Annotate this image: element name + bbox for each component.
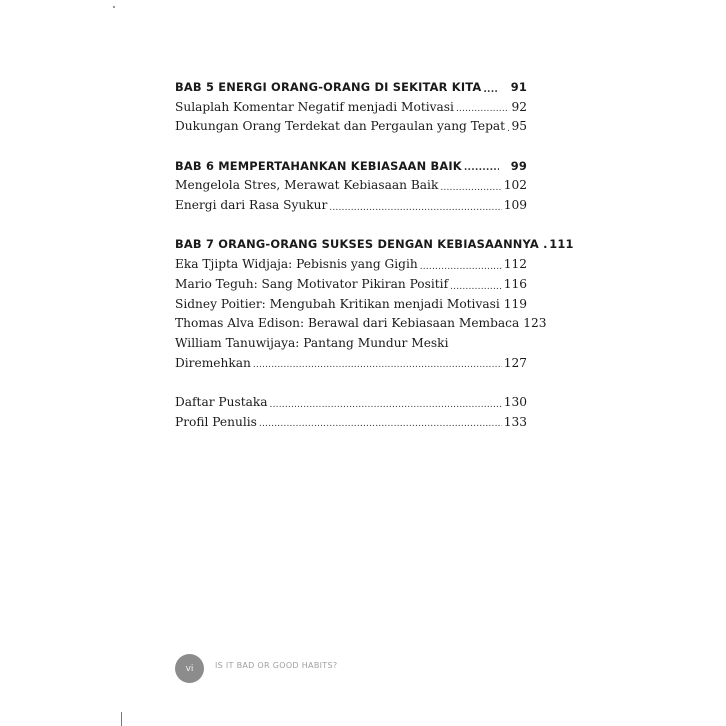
dot-leader [329,200,501,216]
toc-entry-line [175,334,527,354]
toc-entry-page: 133 [503,414,527,429]
dot-leader [253,357,502,373]
page-footer [175,654,337,683]
toc-entry-page: 102 [503,178,527,193]
toc-chapter-5 [175,78,527,98]
toc-entry-page: 130 [503,394,527,409]
dot-leader [464,160,499,176]
toc-entry [175,393,527,413]
toc-entry [175,295,527,315]
toc-entry [175,413,527,433]
dot-leader [270,397,502,413]
toc-entry-title: Sulaplah Komentar Negatif menjadi Motivasi [175,99,454,114]
toc-entry-title: Daftar Pustaka [175,394,268,409]
toc-entry-page: 123 [523,316,547,331]
toc-chapter-7 [175,236,574,256]
toc-entry-title: Eka Tjipta Widjaja: Pebisnis yang Gigih [175,257,418,272]
running-title: IS IT BAD OR GOOD HABITS? [215,661,338,670]
print-mark [113,6,115,8]
page-number-badge: vi [175,654,204,683]
table-of-contents [175,78,574,432]
toc-entry-title-continued: Diremehkan [175,355,251,370]
print-mark [121,712,122,726]
toc-entry [175,314,547,334]
toc-entry-page: 92 [511,99,527,114]
toc-entry-title: Thomas Alva Edison: Berawal dari Kebiasaan Membaca [175,316,520,331]
dot-leader [456,101,510,117]
toc-entry [175,275,527,295]
dot-leader [259,416,502,432]
toc-chapter-6 [175,157,527,177]
toc-entry-page: 111 [549,237,574,252]
toc-entry-page: 109 [503,198,527,213]
toc-entry-page: 116 [503,276,527,291]
toc-entry [175,117,527,137]
toc-entry-title: BAB 5 ENERGI ORANG-ORANG DI SEKITAR KITA [175,79,482,94]
dot-leader [507,121,509,137]
toc-entry-title: Mengelola Stres, Merawat Kebiasaan Baik [175,178,439,193]
toc-entry-title: BAB 6 MEMPERTAHANKAN KEBIASAAN BAIK [175,158,462,173]
toc-entry-page: 112 [503,257,527,272]
toc-entry-page: 95 [511,119,527,134]
toc-entry [175,196,527,216]
toc-entry-title: Profil Penulis [175,414,257,429]
toc-entry-title: BAB 7 ORANG-ORANG SUKSES DENGAN KEBIASAANNYA . [175,237,548,252]
toc-entry [175,176,527,196]
toc-entry [175,98,527,118]
toc-entry [175,255,527,275]
toc-entry [175,354,527,374]
dot-leader [440,180,501,196]
toc-entry-page: 119 [503,296,528,311]
toc-entry-title: Mario Teguh: Sang Motivator Pikiran Positif [175,276,449,291]
toc-entry-title: Sidney Poitier: Mengubah Kritikan menjadi Motivasi [175,296,500,311]
toc-entry-page: 127 [503,355,527,370]
dot-leader [483,82,499,98]
toc-entry-title: William Tanuwijaya: Pantang Mundur Meski [175,335,449,350]
dot-leader [420,259,502,275]
dot-leader [450,279,502,295]
toc-entry-title: Energi dari Rasa Syukur [175,198,328,213]
toc-entry-page: 91 [510,79,527,94]
toc-entry-page: 99 [510,158,527,173]
toc-entry-title: Dukungan Orang Terdekat dan Pergaulan yang Tepat [175,119,506,134]
